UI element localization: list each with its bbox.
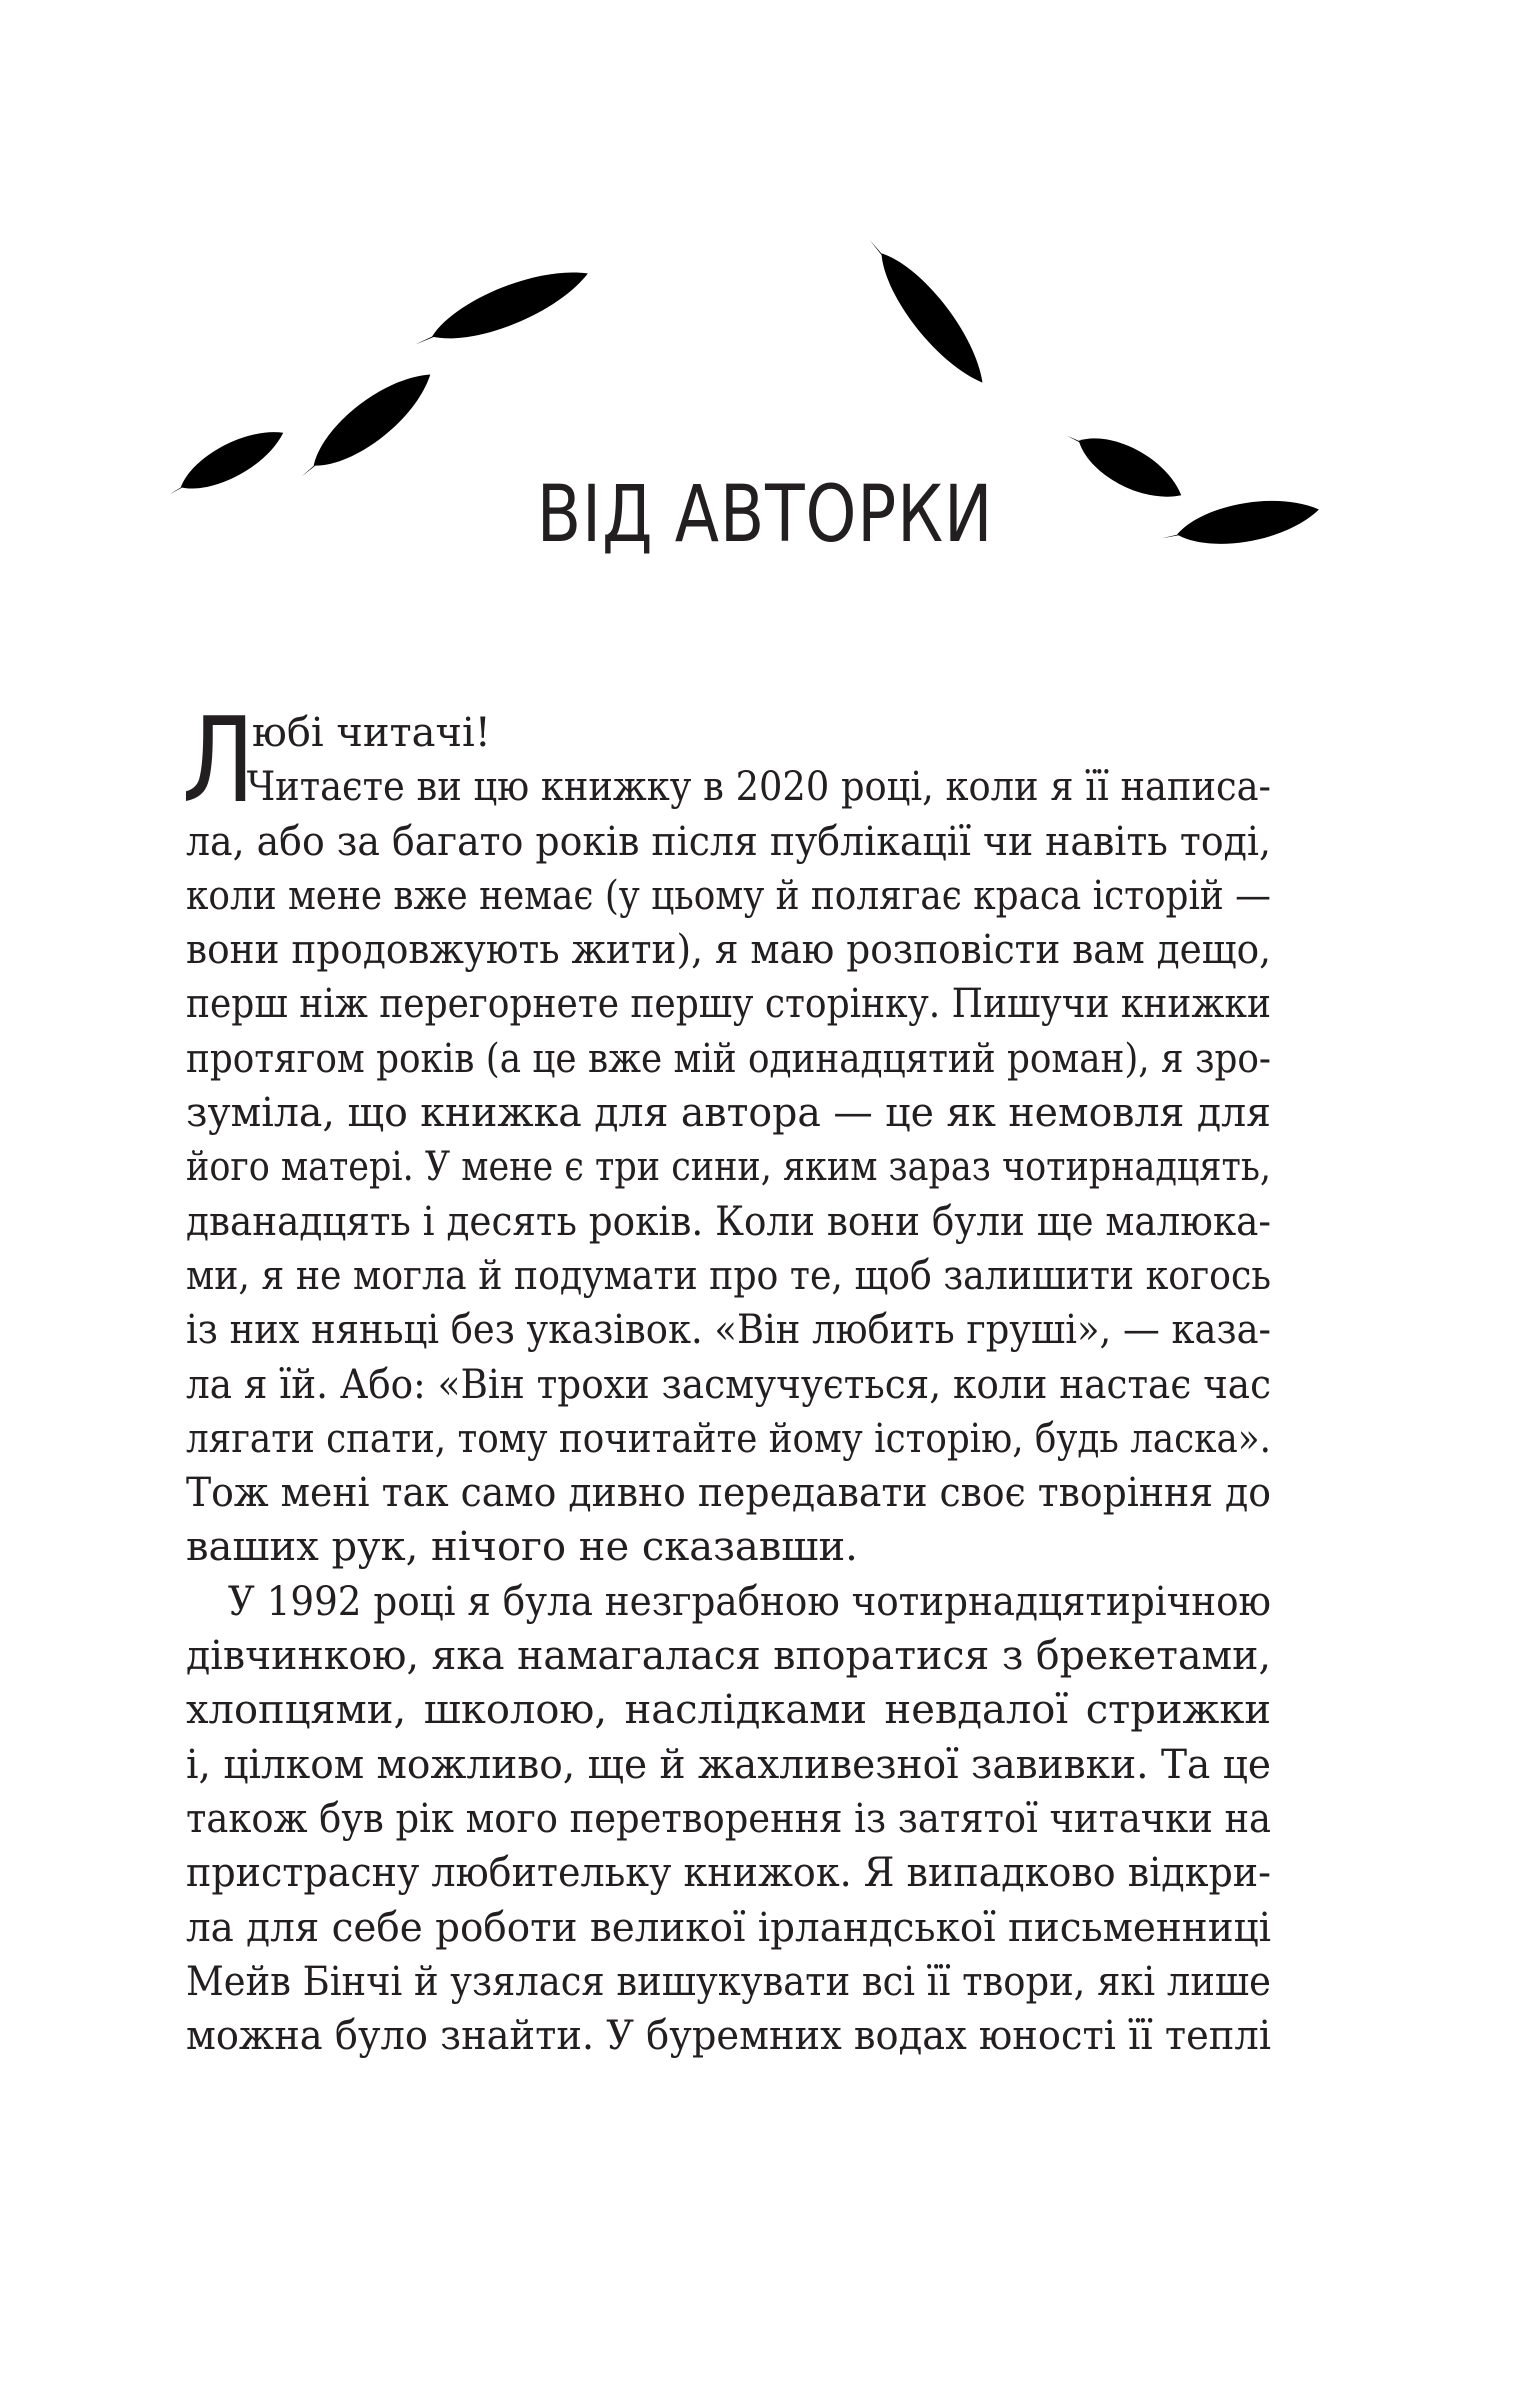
body-text <box>182 691 1271 2063</box>
text-line: ла я їй. Або: «Він трохи засмучується, коли настає час <box>186 1361 1271 1408</box>
text-line: дівчинкою, яка намагалася впоратися з брекетами, <box>186 1633 1271 1680</box>
text-line: дванадцять і десять років. Коли вони були ще малюка- <box>186 1198 1271 1245</box>
chapter-title: ВІД АВТОРКИ <box>536 470 994 560</box>
text-line: зуміла, що книжка для автора — це як немовля для <box>186 1090 1271 1137</box>
text-line: можна було знайти. У буремних водах юності її теплі <box>186 2013 1271 2060</box>
text-line: ла, або за багато років після публікації чи навіть тоді, <box>186 818 1271 865</box>
drop-cap: Л <box>182 691 255 829</box>
text-line: пристрасну любительку книжок. Я випадково відкри- <box>186 1850 1271 1897</box>
text-line: вони продовжують жити), я маю розповісти вам дещо, <box>186 927 1271 974</box>
text-line: ми, я не могла й подумати про те, щоб залишити когось <box>186 1252 1271 1299</box>
text-line: також був рік мого перетворення із затятої читачки на <box>186 1795 1271 1842</box>
text-line: Читаєте ви цю книжку в 2020 році, коли я її написа- <box>246 764 1271 811</box>
paragraph-1 <box>182 691 1271 1575</box>
leaf-icon <box>407 254 596 364</box>
paragraph-2 <box>186 1575 1271 2064</box>
text-line: ваших рук, нічого не сказавши. <box>186 1524 858 1571</box>
text-line: коли мене вже немає (у цьому й полягає краса історій — <box>186 872 1271 919</box>
text-line: Мейв Бінчі й узялася вишукувати всі її твори, які лише <box>186 1958 1271 2005</box>
text-line: із них няньці без указівок. «Він любить груші», — каза- <box>186 1307 1271 1354</box>
text-line: Тож мені так само дивно передавати своє творіння до <box>186 1470 1271 1517</box>
text-line: перш ніж перегорнете першу сторінку. Пишучи книжки <box>186 981 1271 1028</box>
text-line: протягом років (а це вже мій одинадцятий роман), я зро- <box>186 1035 1271 1082</box>
text-line: і, цілком можливо, ще й жахливезної завивки. Та це <box>186 1741 1271 1788</box>
text-line: ла для себе роботи великої ірландської письменниці <box>186 1904 1271 1951</box>
text-line: юбі читачі! <box>252 710 491 756</box>
text-line: його матері. У мене є три сини, яким зараз чотирнадцять, <box>186 1144 1271 1191</box>
leaf-icon <box>854 227 998 396</box>
text-line: У 1992 році я була незграбною чотирнадцятирічною <box>227 1578 1271 1625</box>
text-line: хлопцями, школою, наслідками невдалої стрижки <box>186 1687 1271 1734</box>
text-line: лягати спати, тому почитайте йому історію, будь ласка». <box>186 1415 1271 1462</box>
